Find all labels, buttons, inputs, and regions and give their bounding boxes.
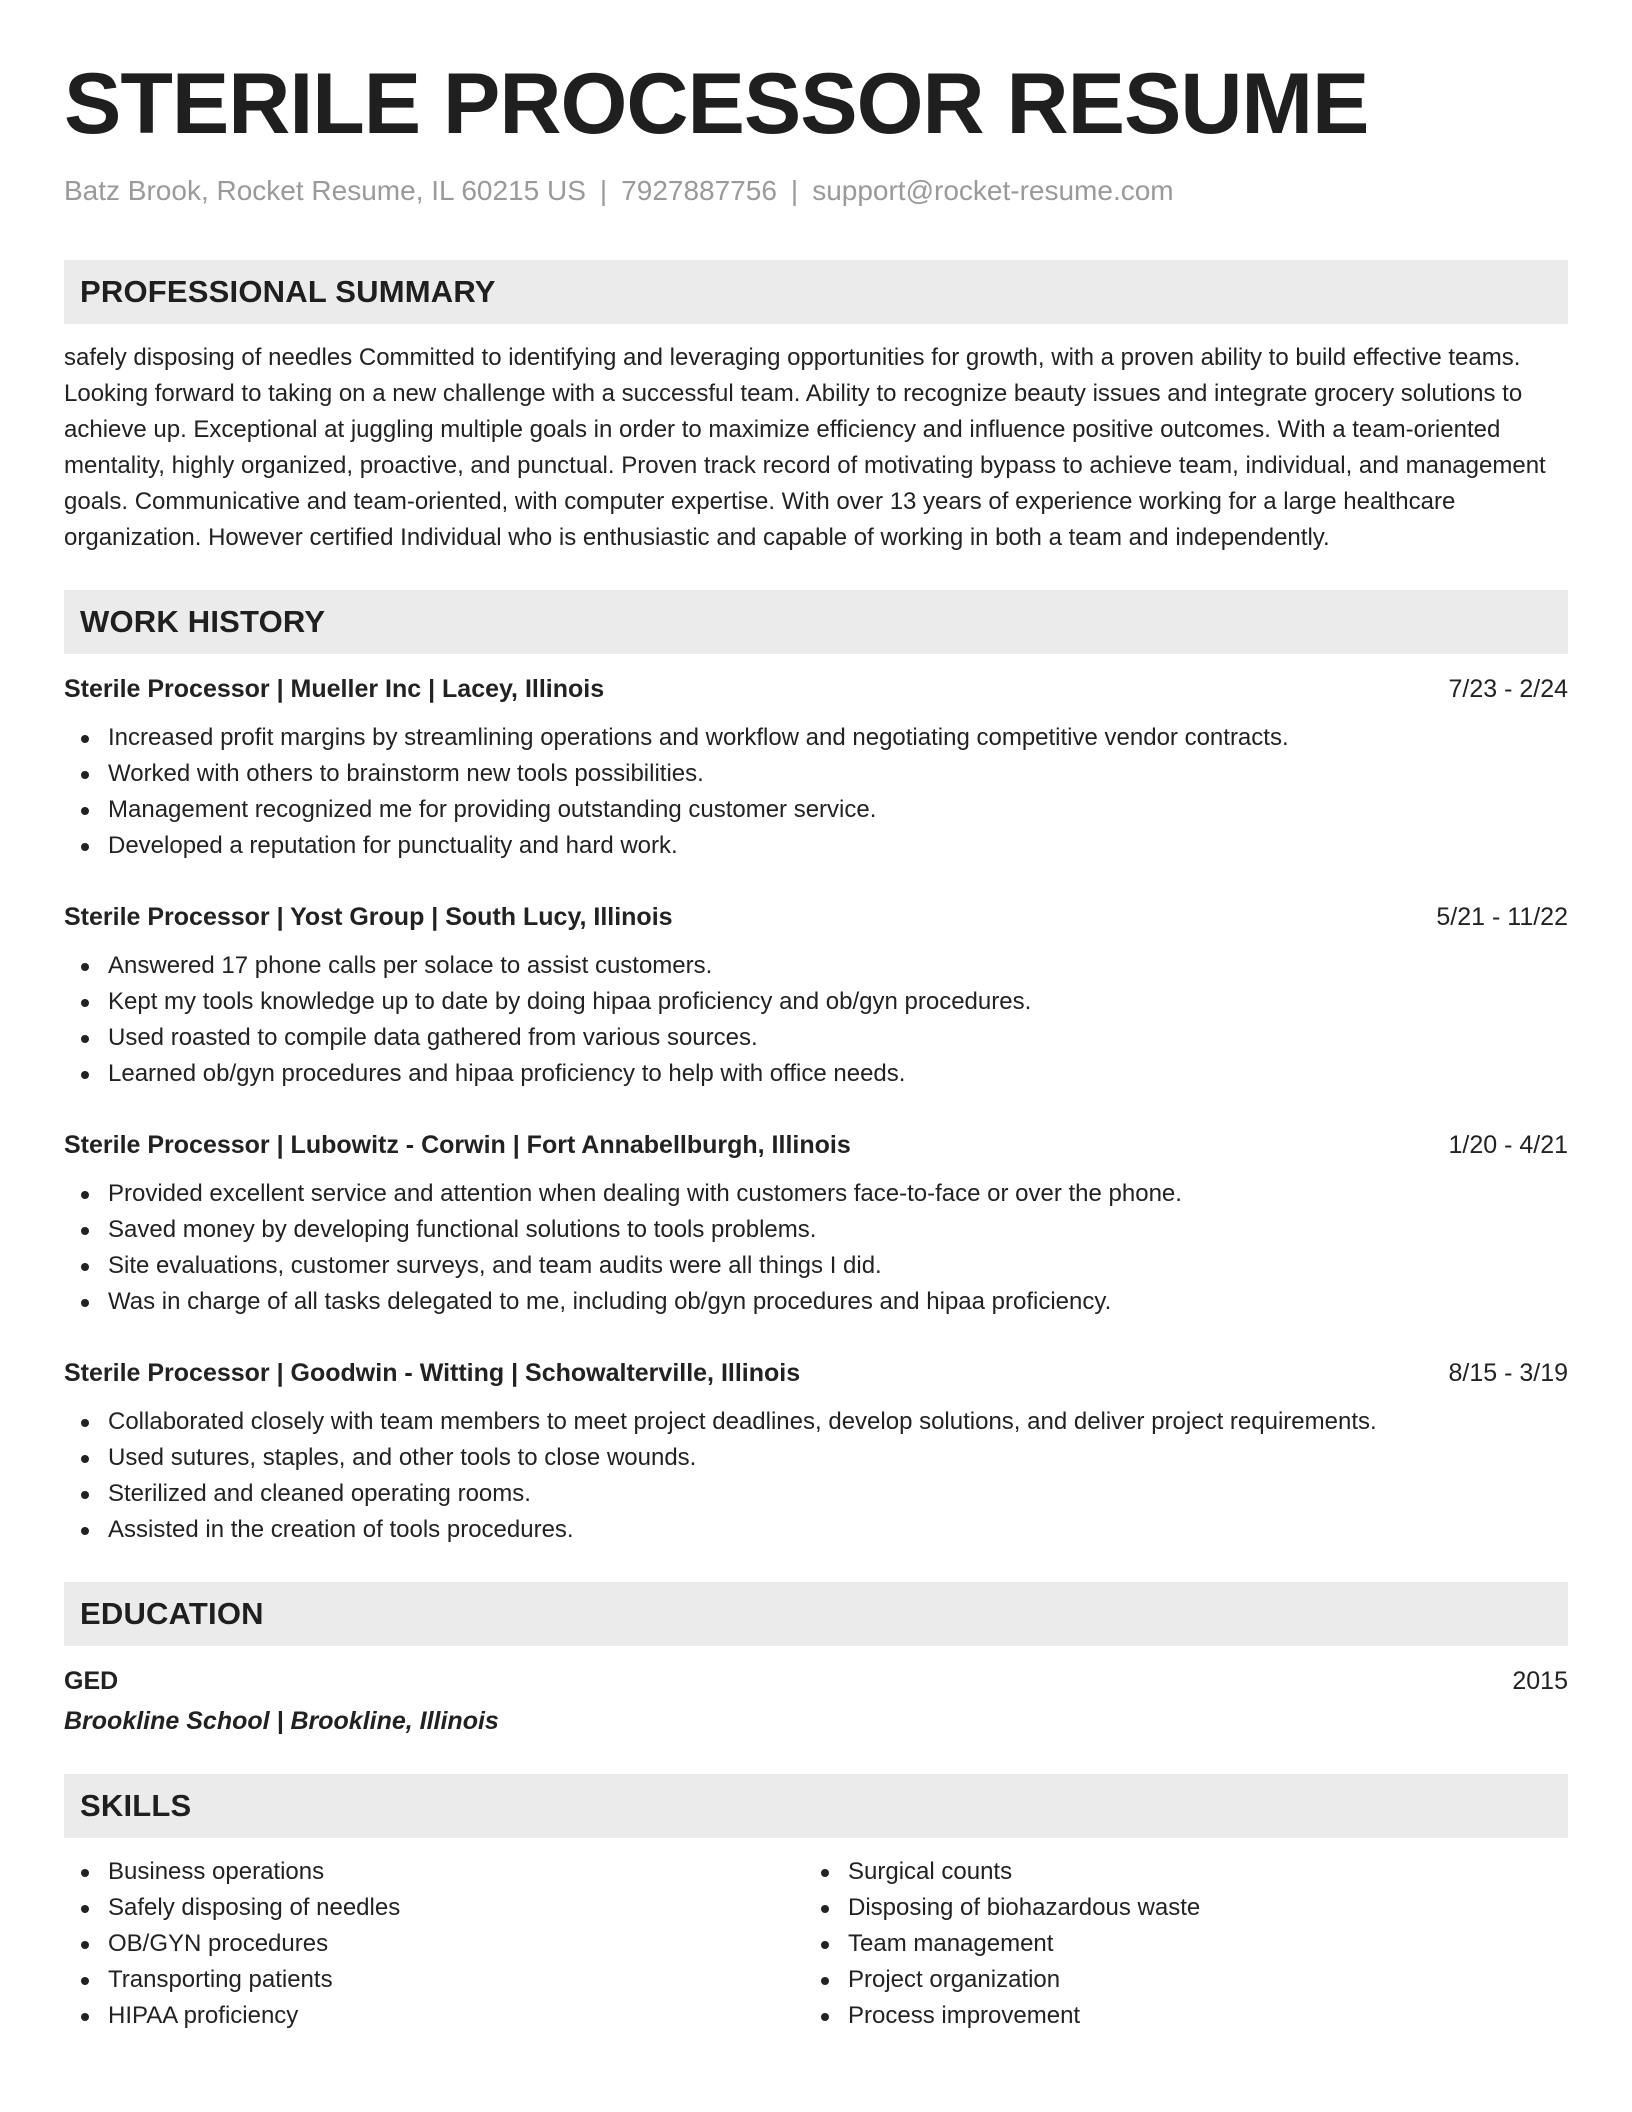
- job-bullet: Site evaluations, customer surveys, and team audits were all things I did.: [64, 1248, 1568, 1284]
- job-bullet: Learned ob/gyn procedures and hipaa proficiency to help with office needs.: [64, 1056, 1568, 1092]
- job-entry: [64, 672, 1568, 864]
- job-bullet: Worked with others to brainstorm new tools possibilities.: [64, 756, 1568, 792]
- education-year: 2015: [1512, 1667, 1568, 1695]
- skill-item: Project organization: [804, 1962, 1568, 1998]
- contact-line: [64, 174, 1568, 208]
- education-school: Brookline School | Brookline, Illinois: [64, 1707, 499, 1735]
- job-bullet: Management recognized me for providing outstanding customer service.: [64, 792, 1568, 828]
- job-title: Sterile Processor | Yost Group | South Lucy, Illinois: [64, 903, 673, 931]
- job-bullet: Developed a reputation for punctuality and hard work.: [64, 828, 1568, 864]
- skill-item: Business operations: [64, 1854, 804, 1890]
- job-dates: 5/21 - 11/22: [1436, 903, 1568, 931]
- job-bullet: Assisted in the creation of tools procedures.: [64, 1512, 1568, 1548]
- contact-separator: |: [790, 175, 799, 206]
- job-title: Sterile Processor | Goodwin - Witting | Schowalterville, Illinois: [64, 1359, 801, 1387]
- skills-list: [64, 1854, 1568, 2034]
- job-bullet: Collaborated closely with team members to meet project deadlines, develop solutions, and deliver project requirements.: [64, 1404, 1568, 1440]
- job-header: [64, 672, 1568, 706]
- skill-item: Team management: [804, 1926, 1568, 1962]
- job-bullet: Used roasted to compile data gathered from various sources.: [64, 1020, 1568, 1056]
- job-dates: 1/20 - 4/21: [1448, 1131, 1568, 1159]
- skill-item: Process improvement: [804, 1998, 1568, 2034]
- job-bullets: [64, 948, 1568, 1092]
- section-heading-education: EDUCATION: [64, 1582, 1568, 1646]
- job-header: [64, 900, 1568, 934]
- job-entry: [64, 1356, 1568, 1548]
- education-degree: GED: [64, 1667, 119, 1695]
- section-heading-skills: SKILLS: [64, 1774, 1568, 1838]
- job-bullet: Answered 17 phone calls per solace to assist customers.: [64, 948, 1568, 984]
- section-heading-work: WORK HISTORY: [64, 590, 1568, 654]
- job-bullets: [64, 1176, 1568, 1320]
- resume-title: STERILE PROCESSOR RESUME: [64, 56, 1369, 152]
- skill-item: Disposing of biohazardous waste: [804, 1890, 1568, 1926]
- job-title: Sterile Processor | Mueller Inc | Lacey, Illinois: [64, 675, 605, 703]
- contact-phone: 7927887756: [621, 175, 777, 206]
- skill-item: OB/GYN procedures: [64, 1926, 804, 1962]
- job-bullet: Sterilized and cleaned operating rooms.: [64, 1476, 1568, 1512]
- job-bullets: [64, 1404, 1568, 1548]
- job-title: Sterile Processor | Lubowitz - Corwin | Fort Annabellburgh, Illinois: [64, 1131, 851, 1159]
- job-header: [64, 1356, 1568, 1390]
- skills-column-right: [804, 1854, 1568, 2034]
- contact-separator: |: [599, 175, 608, 206]
- job-bullets: [64, 720, 1568, 864]
- job-dates: 7/23 - 2/24: [1448, 675, 1568, 703]
- job-entry: [64, 1128, 1568, 1320]
- job-bullet: Used sutures, staples, and other tools to close wounds.: [64, 1440, 1568, 1476]
- job-bullet: Kept my tools knowledge up to date by doing hipaa proficiency and ob/gyn procedures.: [64, 984, 1568, 1020]
- job-entry: [64, 900, 1568, 1092]
- section-heading-summary: PROFESSIONAL SUMMARY: [64, 260, 1568, 324]
- job-bullet: Saved money by developing functional solutions to tools problems.: [64, 1212, 1568, 1248]
- contact-email: support@rocket-resume.com: [812, 175, 1174, 206]
- skill-item: Transporting patients: [64, 1962, 804, 1998]
- skill-item: Safely disposing of needles: [64, 1890, 804, 1926]
- contact-address: Batz Brook, Rocket Resume, IL 60215 US: [64, 175, 586, 206]
- job-dates: 8/15 - 3/19: [1448, 1359, 1568, 1387]
- skill-item: HIPAA proficiency: [64, 1998, 804, 2034]
- skill-item: Surgical counts: [804, 1854, 1568, 1890]
- education-header: [64, 1664, 1568, 1698]
- job-bullet: Increased profit margins by streamlining operations and workflow and negotiating competitive vendor contracts.: [64, 720, 1568, 756]
- job-bullet: Provided excellent service and attention when dealing with customers face-to-face or over the phone.: [64, 1176, 1568, 1212]
- summary-text: safely disposing of needles Committed to identifying and leveraging opportunities for growth, with a proven ability to build effective teams. Looking forward to taking on a new challenge with a successful team. Ability to recognize beauty issues and integrate grocery solutions to achieve up. Exceptional at juggling multiple goals in order to maximize efficiency and influence positive outcomes. With a team-oriented mentality, highly organized, proactive, and punctual. Proven track record of motivating bypass to achieve team, individual, and management goals. Communicative and team-oriented, with computer expertise. With over 13 years of experience working for a large healthcare organization. However certified Individual who is enthusiastic and capable of working in both a team and independently.: [64, 344, 1546, 551]
- job-bullet: Was in charge of all tasks delegated to me, including ob/gyn procedures and hipaa proficiency.: [64, 1284, 1568, 1320]
- skills-column-left: [64, 1854, 804, 2034]
- job-header: [64, 1128, 1568, 1162]
